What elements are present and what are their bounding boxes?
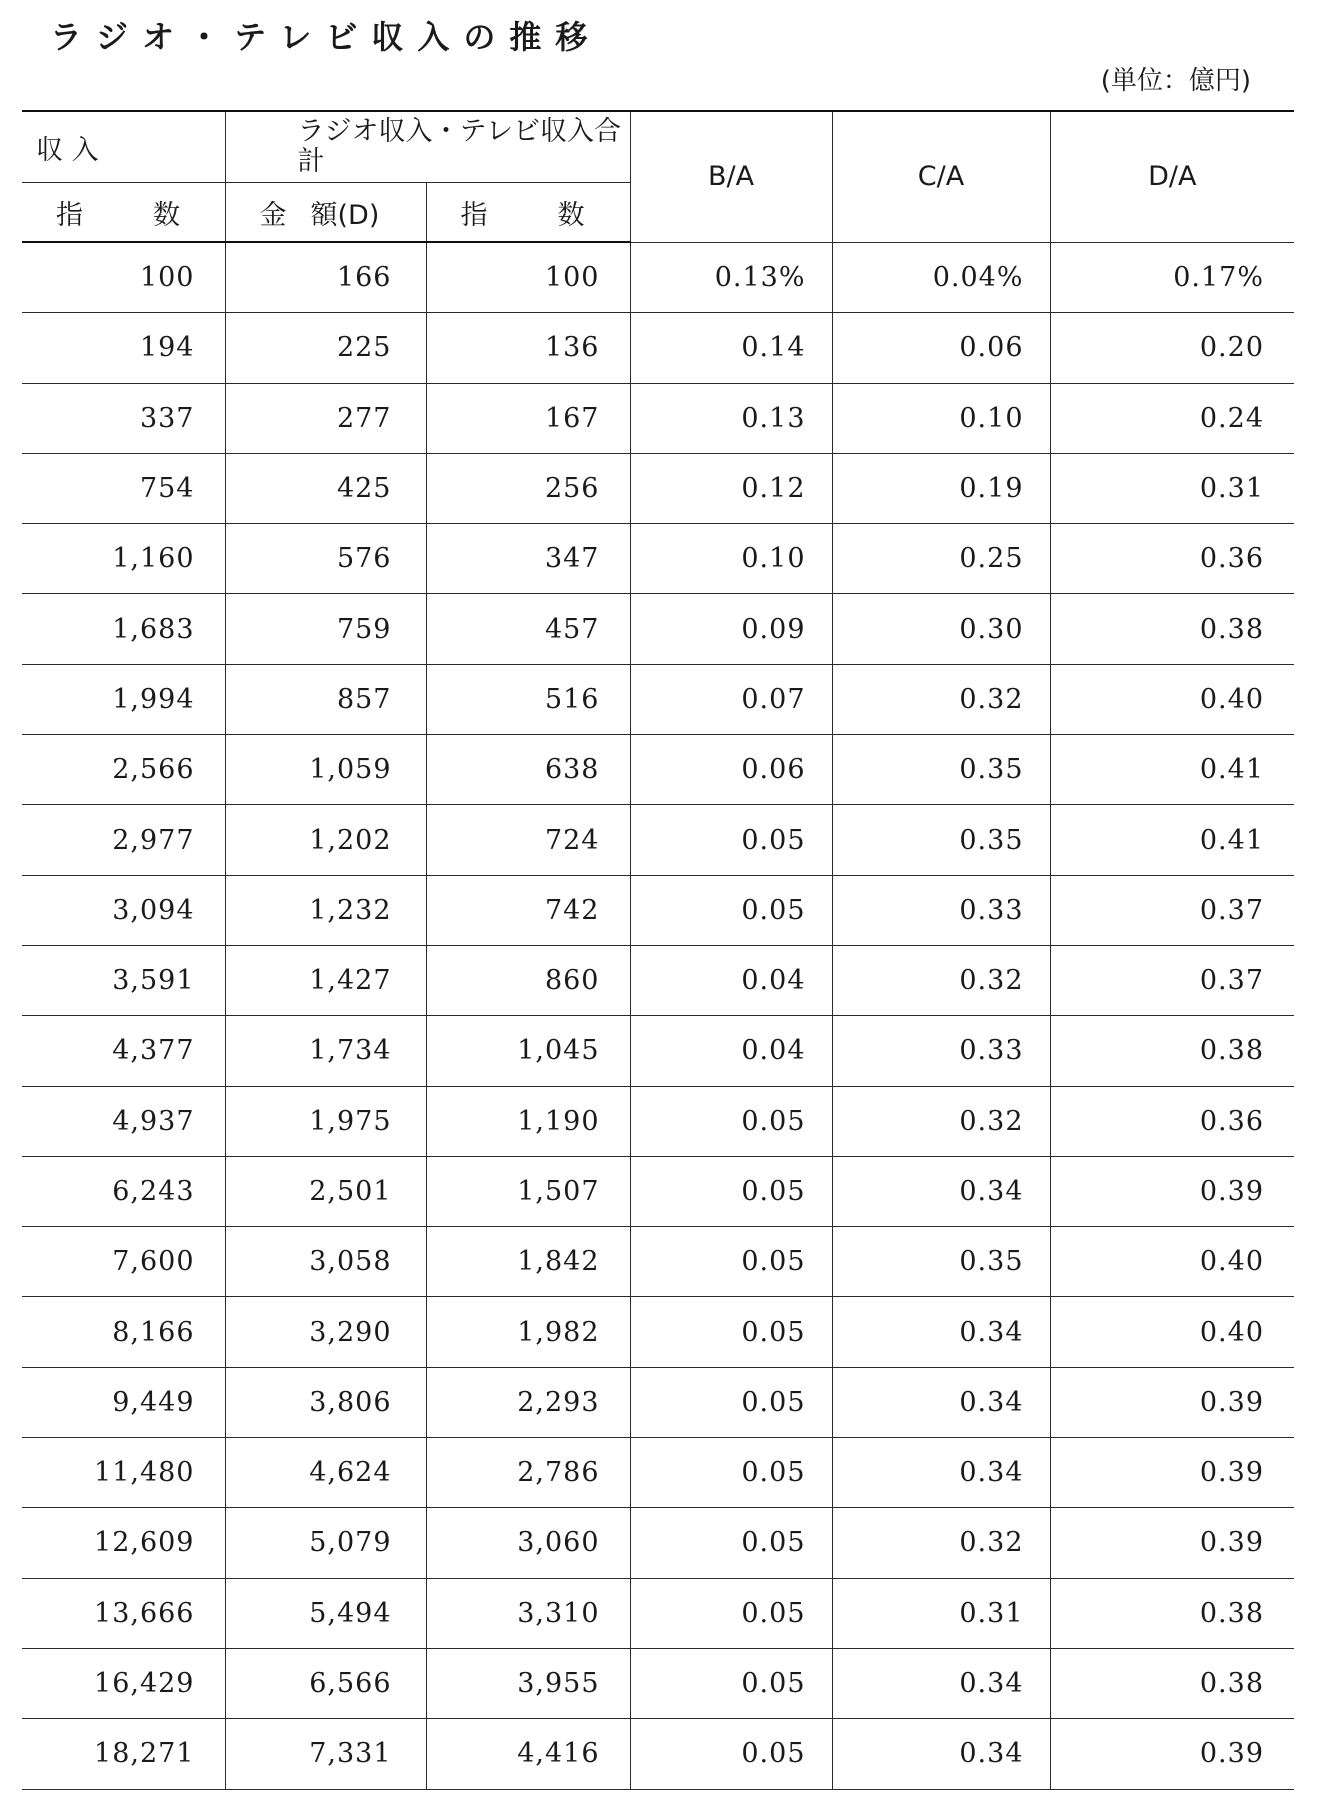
header-revenue-index-a: 指 [56,199,83,231]
cell-ca: 0.19 [832,453,1050,523]
cell-da: 0.40 [1050,1227,1294,1297]
cell-amount: 6,566 [225,1648,426,1718]
cell-ba: 0.05 [630,1086,832,1156]
cell-da: 0.41 [1050,735,1294,805]
cell-revenue-index: 3,591 [22,945,225,1015]
cell-ba: 0.04 [630,1016,832,1086]
table-row [22,1227,1294,1297]
table-row [22,664,1294,734]
cell-amount-index: 516 [426,664,630,734]
cell-ba: 0.05 [630,1156,832,1226]
cell-amount: 1,427 [225,945,426,1015]
cell-ba: 0.05 [630,1367,832,1437]
header-amount-index-b: 数 [557,199,585,231]
cell-amount: 1,059 [225,735,426,805]
cell-ca: 0.04% [832,242,1050,313]
table-header [22,111,1294,242]
cell-da: 0.37 [1050,875,1294,945]
cell-da: 0.20 [1050,313,1294,383]
cell-ca: 0.35 [832,1227,1050,1297]
cell-revenue-index: 8,166 [22,1297,225,1367]
header-ca: C/A [832,111,1050,242]
header-radio-tv-total: ラジオ収入・テレビ収入合計 [225,111,630,183]
cell-ba: 0.05 [630,1297,832,1367]
cell-da: 0.40 [1050,664,1294,734]
cell-amount: 3,290 [225,1297,426,1367]
table-row [22,242,1294,313]
cell-revenue-index: 9,449 [22,1367,225,1437]
cell-amount-index: 4,416 [426,1719,630,1789]
header-da: D/A [1050,111,1294,242]
cell-revenue-index: 11,480 [22,1438,225,1508]
table-row [22,1648,1294,1718]
cell-da: 0.17% [1050,242,1294,313]
header-amount-index-a: 指 [460,199,488,231]
cell-revenue-index: 12,609 [22,1508,225,1578]
cell-revenue-index: 4,937 [22,1086,225,1156]
cell-amount-index: 724 [426,805,630,875]
cell-amount: 225 [225,313,426,383]
cell-amount-index: 3,060 [426,1508,630,1578]
cell-ca: 0.32 [832,945,1050,1015]
cell-amount: 4,624 [225,1438,426,1508]
cell-ba: 0.05 [630,875,832,945]
cell-amount: 576 [225,524,426,594]
cell-amount-index: 167 [426,383,630,453]
header-ba: B/A [630,111,832,242]
cell-ba: 0.06 [630,735,832,805]
cell-ca: 0.10 [832,383,1050,453]
table-row [22,1086,1294,1156]
cell-revenue-index: 16,429 [22,1648,225,1718]
cell-amount-index: 3,955 [426,1648,630,1718]
table-row [22,524,1294,594]
cell-revenue-index: 3,094 [22,875,225,945]
table-row [22,1016,1294,1086]
cell-amount: 1,975 [225,1086,426,1156]
cell-amount: 277 [225,383,426,453]
cell-ca: 0.34 [832,1297,1050,1367]
cell-da: 0.41 [1050,805,1294,875]
cell-ca: 0.31 [832,1578,1050,1648]
cell-revenue-index: 18,271 [22,1719,225,1789]
table-row [22,453,1294,523]
cell-ca: 0.33 [832,875,1050,945]
cell-amount: 2,501 [225,1156,426,1226]
cell-ca: 0.32 [832,1086,1050,1156]
table-row [22,1156,1294,1226]
cell-revenue-index: 6,243 [22,1156,225,1226]
cell-amount-index: 1,045 [426,1016,630,1086]
cell-ba: 0.05 [630,805,832,875]
cell-ca: 0.34 [832,1719,1050,1789]
cell-amount-index: 2,293 [426,1367,630,1437]
cell-ba: 0.12 [630,453,832,523]
cell-da: 0.36 [1050,524,1294,594]
cell-da: 0.38 [1050,1578,1294,1648]
cell-da: 0.39 [1050,1719,1294,1789]
cell-revenue-index: 100 [22,242,225,313]
cell-ca: 0.32 [832,664,1050,734]
cell-amount: 3,806 [225,1367,426,1437]
cell-amount: 5,494 [225,1578,426,1648]
header-revenue-index-b: 数 [153,199,180,231]
cell-amount-index: 742 [426,875,630,945]
cell-amount-index: 1,190 [426,1086,630,1156]
cell-ba: 0.13% [630,242,832,313]
cell-amount: 5,079 [225,1508,426,1578]
table-row [22,313,1294,383]
cell-revenue-index: 13,666 [22,1578,225,1648]
cell-amount-index: 347 [426,524,630,594]
header-amount-a: 金 [259,199,287,231]
cell-ca: 0.35 [832,735,1050,805]
cell-amount-index: 2,786 [426,1438,630,1508]
cell-amount: 166 [225,242,426,313]
cell-amount-index: 457 [426,594,630,664]
cell-amount: 857 [225,664,426,734]
table-row [22,1367,1294,1437]
cell-amount-index: 1,842 [426,1227,630,1297]
cell-amount: 7,331 [225,1719,426,1789]
cell-da: 0.38 [1050,594,1294,664]
cell-ca: 0.06 [832,313,1050,383]
cell-amount-index: 100 [426,242,630,313]
cell-ca: 0.32 [832,1508,1050,1578]
cell-amount-index: 256 [426,453,630,523]
cell-da: 0.24 [1050,383,1294,453]
cell-amount: 1,202 [225,805,426,875]
cell-ba: 0.09 [630,594,832,664]
cell-ca: 0.25 [832,524,1050,594]
header-revenue-index [22,183,225,243]
cell-ca: 0.35 [832,805,1050,875]
cell-amount: 1,734 [225,1016,426,1086]
cell-ba: 0.05 [630,1438,832,1508]
cell-da: 0.36 [1050,1086,1294,1156]
table-body [22,242,1294,1789]
cell-ca: 0.33 [832,1016,1050,1086]
cell-amount-index: 638 [426,735,630,805]
header-amount-b: 額(D) [310,199,380,231]
table-row [22,383,1294,453]
cell-ba: 0.04 [630,945,832,1015]
cell-revenue-index: 2,977 [22,805,225,875]
cell-amount: 3,058 [225,1227,426,1297]
cell-revenue-index: 7,600 [22,1227,225,1297]
cell-da: 0.38 [1050,1648,1294,1718]
cell-ca: 0.30 [832,594,1050,664]
page-title: ラジオ・テレビ収入の推移 [50,18,602,56]
cell-da: 0.39 [1050,1156,1294,1226]
cell-ba: 0.07 [630,664,832,734]
cell-amount-index: 3,310 [426,1578,630,1648]
table-row [22,1508,1294,1578]
cell-da: 0.40 [1050,1297,1294,1367]
revenue-table [22,110,1294,1790]
table-row [22,1719,1294,1789]
cell-revenue-index: 4,377 [22,1016,225,1086]
cell-ba: 0.05 [630,1508,832,1578]
cell-ba: 0.05 [630,1578,832,1648]
cell-revenue-index: 754 [22,453,225,523]
table-row [22,945,1294,1015]
cell-amount-index: 860 [426,945,630,1015]
cell-revenue-index: 194 [22,313,225,383]
cell-da: 0.39 [1050,1438,1294,1508]
cell-ca: 0.34 [832,1156,1050,1226]
cell-revenue-index: 2,566 [22,735,225,805]
table-row [22,1438,1294,1508]
cell-revenue-index: 337 [22,383,225,453]
cell-ca: 0.34 [832,1648,1050,1718]
cell-amount: 759 [225,594,426,664]
table-row [22,875,1294,945]
cell-ca: 0.34 [832,1438,1050,1508]
cell-amount: 1,232 [225,875,426,945]
cell-amount-index: 136 [426,313,630,383]
cell-ca: 0.34 [832,1367,1050,1437]
table-row [22,735,1294,805]
cell-da: 0.38 [1050,1016,1294,1086]
header-amount-index [426,183,630,243]
table-row [22,1297,1294,1367]
cell-da: 0.31 [1050,453,1294,523]
header-amount [225,183,426,243]
unit-label: (単位：億円) [1100,66,1251,96]
table-row [22,805,1294,875]
cell-ba: 0.05 [630,1227,832,1297]
cell-ba: 0.05 [630,1648,832,1718]
cell-ba: 0.10 [630,524,832,594]
cell-ba: 0.05 [630,1719,832,1789]
cell-da: 0.37 [1050,945,1294,1015]
cell-amount-index: 1,982 [426,1297,630,1367]
cell-ba: 0.13 [630,383,832,453]
cell-da: 0.39 [1050,1508,1294,1578]
cell-amount: 425 [225,453,426,523]
table-row [22,594,1294,664]
cell-ba: 0.14 [630,313,832,383]
cell-amount-index: 1,507 [426,1156,630,1226]
cell-revenue-index: 1,994 [22,664,225,734]
table-row [22,1578,1294,1648]
cell-da: 0.39 [1050,1367,1294,1437]
cell-revenue-index: 1,160 [22,524,225,594]
header-revenue: 収 入 [22,111,225,183]
cell-revenue-index: 1,683 [22,594,225,664]
